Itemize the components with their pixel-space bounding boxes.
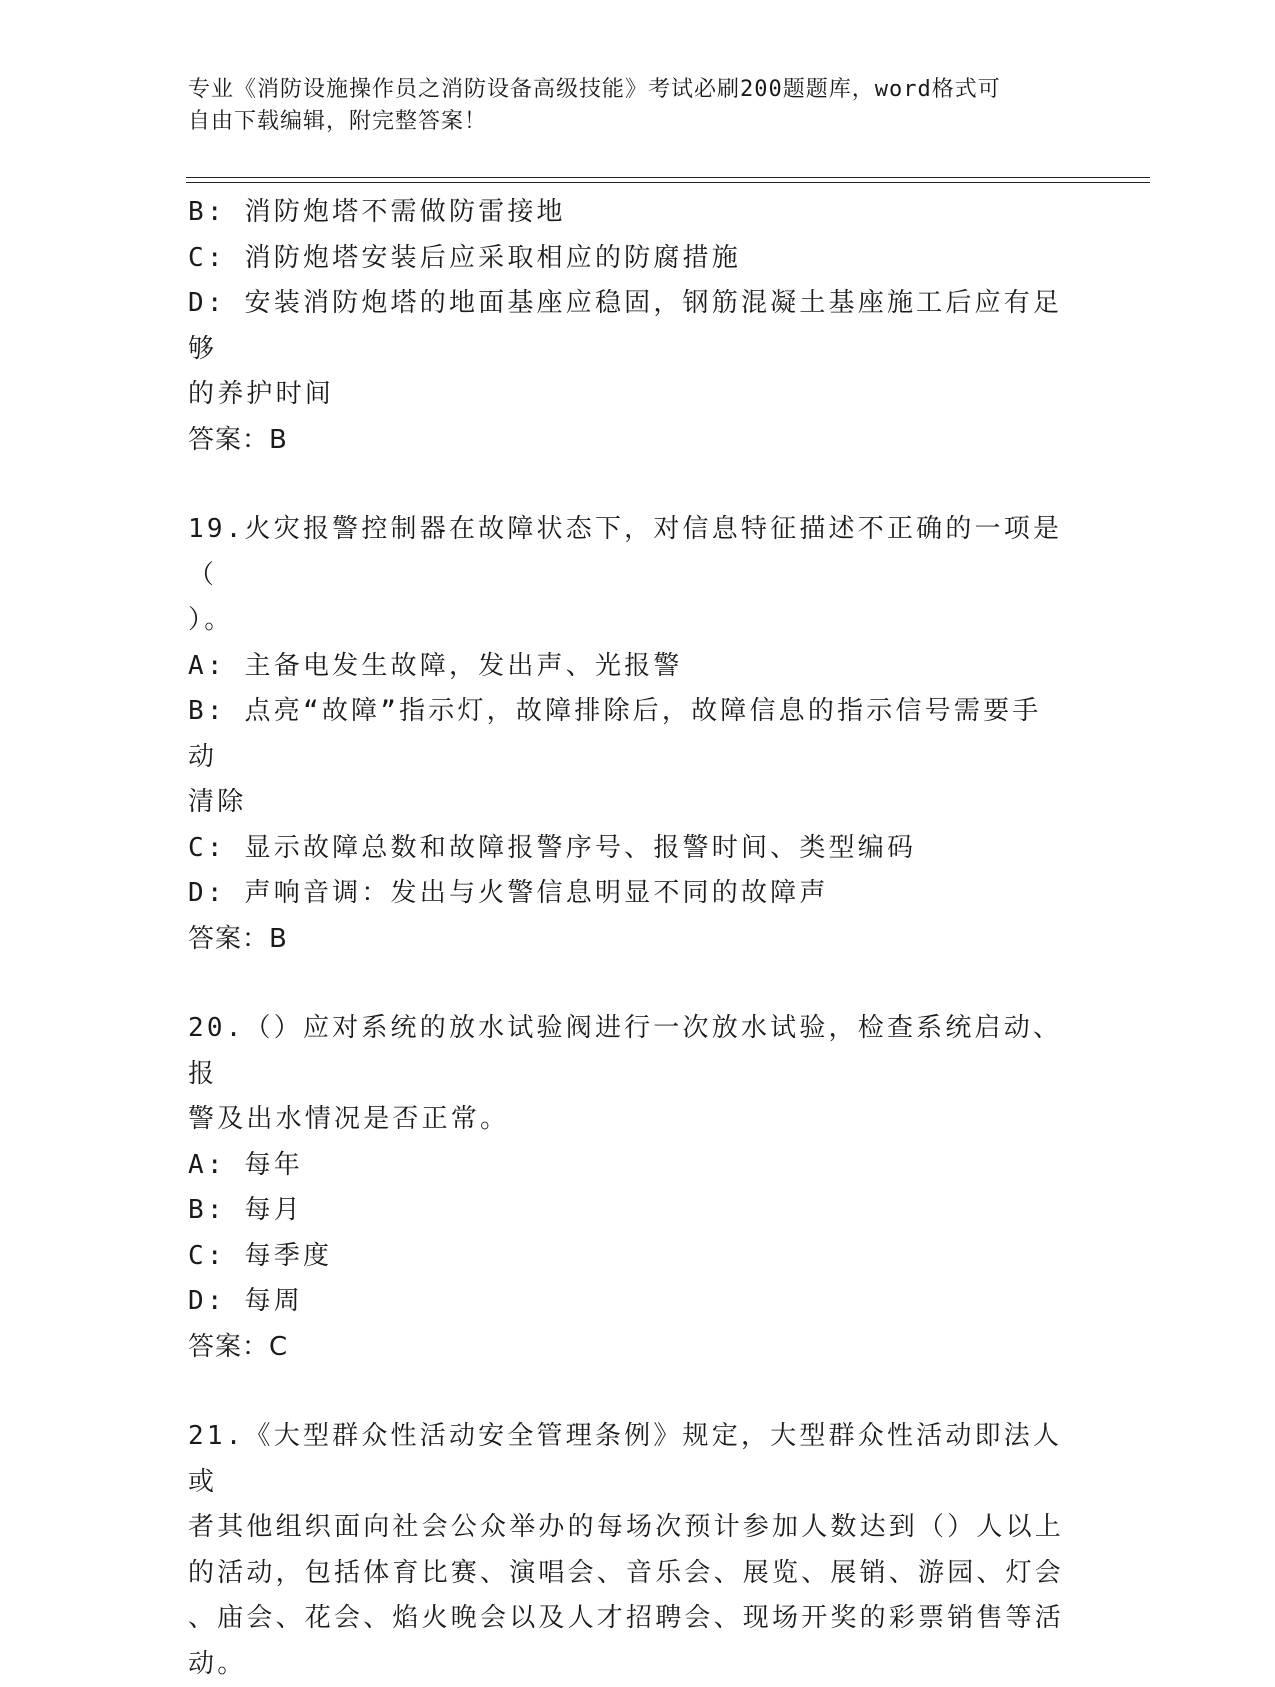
q19-option-a: A: 主备电发生故障，发出声、光报警 — [188, 644, 1068, 690]
q20-option-c: C: 每季度 — [188, 1234, 1068, 1280]
q18-option-c: C: 消防炮塔安装后应采取相应的防腐措施 — [188, 236, 1068, 282]
q19-stem-line-2: ）。 — [188, 598, 1068, 644]
question-20 — [188, 1006, 1068, 1370]
q18-answer: 答案：B — [188, 418, 1068, 464]
q19-stem-line-1: 19.火灾报警控制器在故障状态下，对信息特征描述不正确的一项是（ — [188, 507, 1068, 598]
document-header — [188, 74, 1068, 138]
q18-option-b: B: 消防炮塔不需做防雷接地 — [188, 190, 1068, 236]
q18-option-d-line-2: 的养护时间 — [188, 372, 1068, 418]
q21-stem-line-5: 动。 — [188, 1642, 1068, 1687]
q19-answer: 答案：B — [188, 917, 1068, 963]
q18-option-d-line-1: D: 安装消防炮塔的地面基座应稳固，钢筋混凝土基座施工后应有足够 — [188, 281, 1068, 372]
q20-answer: 答案：C — [188, 1325, 1068, 1371]
q20-stem-line-1: 20.（）应对系统的放水试验阀进行一次放水试验，检查系统启动、报 — [188, 1006, 1068, 1097]
q19-option-c: C: 显示故障总数和故障报警序号、报警时间、类型编码 — [188, 826, 1068, 872]
question-18 — [188, 190, 1068, 463]
header-divider-top — [186, 177, 1150, 178]
document-body — [188, 190, 1068, 1687]
question-21 — [188, 1414, 1068, 1687]
q21-stem-line-3: 的活动，包括体育比赛、演唱会、音乐会、展览、展销、游园、灯会 — [188, 1551, 1068, 1597]
question-19 — [188, 507, 1068, 962]
q21-stem-line-4: 、庙会、花会、焰火晚会以及人才招聘会、现场开奖的彩票销售等活 — [188, 1596, 1068, 1642]
q21-stem-line-2: 者其他组织面向社会公众举办的每场次预计参加人数达到（）人以上 — [188, 1505, 1068, 1551]
header-line-2: 自由下载编辑，附完整答案！ — [188, 106, 1068, 138]
header-line-1: 专业《消防设施操作员之消防设备高级技能》考试必刷200题题库，word格式可 — [188, 74, 1068, 106]
header-divider-bottom — [186, 182, 1150, 183]
q19-option-b-line-2: 清除 — [188, 780, 1068, 826]
q20-option-a: A: 每年 — [188, 1143, 1068, 1189]
q19-option-b-line-1: B: 点亮“故障”指示灯，故障排除后，故障信息的指示信号需要手动 — [188, 689, 1068, 780]
q19-option-d: D: 声响音调：发出与火警信息明显不同的故障声 — [188, 871, 1068, 917]
q20-option-d: D: 每周 — [188, 1279, 1068, 1325]
q21-stem-line-1: 21.《大型群众性活动安全管理条例》规定，大型群众性活动即法人或 — [188, 1414, 1068, 1505]
q20-stem-line-2: 警及出水情况是否正常。 — [188, 1097, 1068, 1143]
q20-option-b: B: 每月 — [188, 1188, 1068, 1234]
